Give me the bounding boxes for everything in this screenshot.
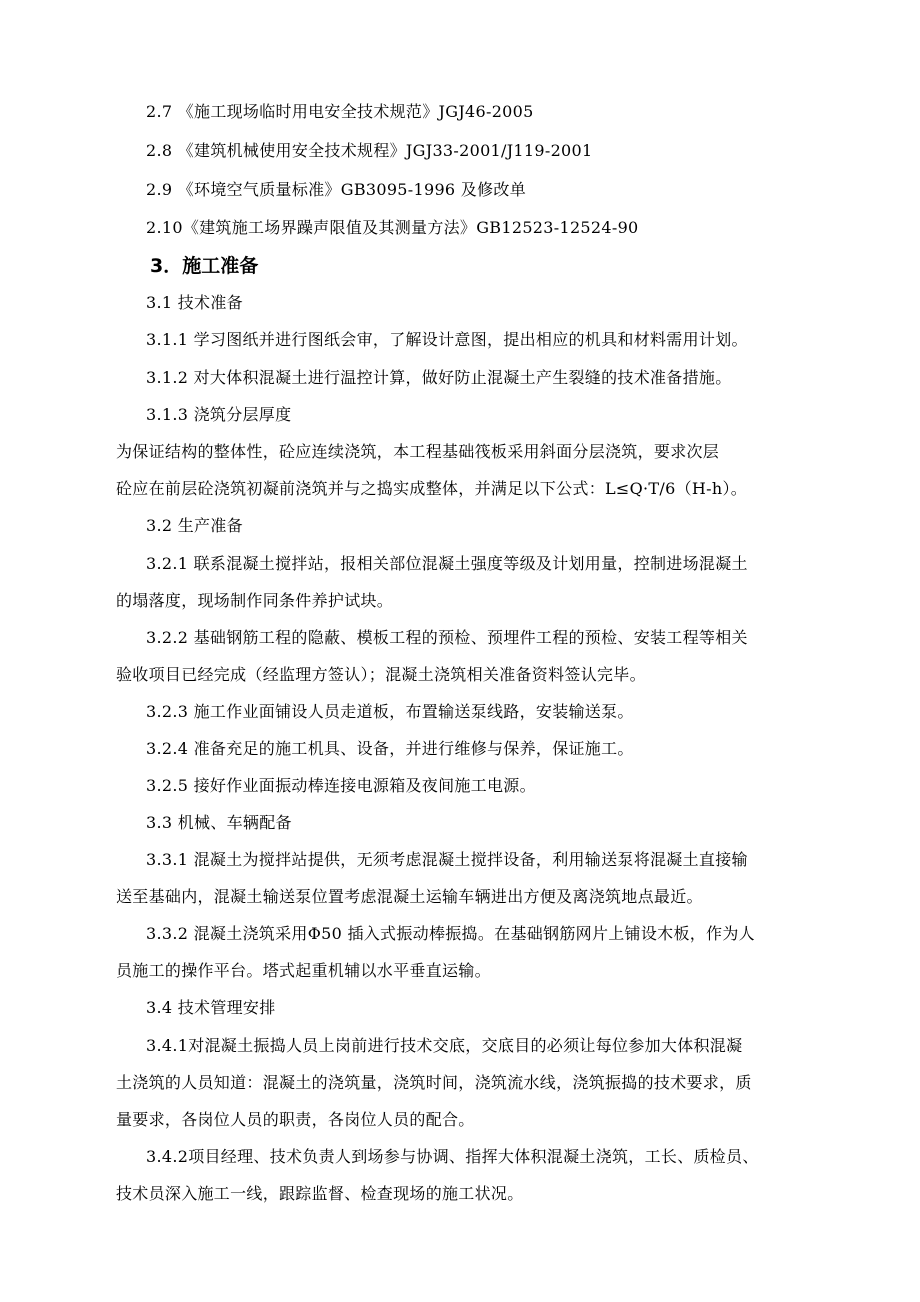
- subsection-title: 3.3 机械、车辆配备: [146, 813, 292, 832]
- paragraph-line: 3.2.2 基础钢筋工程的隐蔽、模板工程的预检、预埋件工程的预检、安装工程等相关: [146, 628, 748, 647]
- reference-item: 2.9 《环境空气质量标准》GB3095-1996 及修改单: [146, 180, 527, 199]
- subsection-title: 3.2 生产准备: [146, 516, 243, 535]
- subsection-title: 3.1 技术准备: [146, 293, 243, 312]
- subsection-title: 3.4 技术管理安排: [146, 998, 276, 1017]
- reference-item: 2.7 《施工现场临时用电安全技术规范》JGJ46-2005: [146, 102, 534, 121]
- paragraph-line: 量要求，各岗位人员的职责，各岗位人员的配合。: [116, 1110, 475, 1129]
- paragraph-title: 3.1.3 浇筑分层厚度: [146, 405, 292, 424]
- paragraph-line: 3.1.1 学习图纸并进行图纸会审，了解设计意图，提出相应的机具和材料需用计划。: [146, 330, 748, 349]
- paragraph-line: 3.3.1 混凝土为搅拌站提供，无须考虑混凝土搅拌设备，利用输送泵将混凝土直接输: [146, 850, 748, 869]
- paragraph-line: 3.3.2 混凝土浇筑采用Φ50 插入式振动棒振捣。在基础钢筋网片上铺设木板，作为人: [146, 924, 755, 943]
- paragraph-line: 送至基础内，混凝土输送泵位置考虑混凝土运输车辆进出方便及离浇筑地点最近。: [116, 887, 703, 906]
- paragraph-line: 员施工的操作平台。塔式起重机辅以水平垂直运输。: [116, 961, 491, 980]
- paragraph-line: 的塌落度，现场制作同条件养护试块。: [116, 591, 394, 610]
- section-heading: 3．施工准备: [150, 255, 259, 277]
- paragraph-line: 土浇筑的人员知道：混凝土的浇筑量，浇筑时间，浇筑流水线，浇筑振捣的技术要求，质: [116, 1073, 752, 1092]
- paragraph-line: 3.1.2 对大体积混凝土进行温控计算，做好防止混凝土产生裂缝的技术准备措施。: [146, 368, 732, 387]
- paragraph-line: 3.2.5 接好作业面振动棒连接电源箱及夜间施工电源。: [146, 776, 536, 795]
- paragraph-line: 3.2.3 施工作业面铺设人员走道板，布置输送泵线路，安装输送泵。: [146, 702, 634, 721]
- paragraph-line: 3.4.2项目经理、技术负责人到场参与协调、指挥大体积混凝土浇筑，工长、质检员、: [146, 1147, 759, 1166]
- paragraph-line: 验收项目已经完成（经监理方签认）；混凝土浇筑相关准备资料签认完毕。: [116, 665, 646, 684]
- paragraph-line: 砼应在前层砼浇筑初凝前浇筑并与之捣实成整体，并满足以下公式：L≤Q·T/6（H-h）。: [116, 479, 748, 498]
- paragraph-line: 技术员深入施工一线，跟踪监督、检查现场的施工状况。: [116, 1184, 524, 1203]
- reference-item: 2.10《建筑施工场界躁声限值及其测量方法》GB12523-12524-90: [146, 218, 639, 237]
- paragraph-line: 3.2.1 联系混凝土搅拌站，报相关部位混凝土强度等级及计划用量，控制进场混凝土: [146, 554, 748, 573]
- reference-item: 2.8 《建筑机械使用安全技术规程》JGJ33-2001/J119-2001: [146, 141, 593, 160]
- paragraph-line: 3.4.1对混凝土振捣人员上岗前进行技术交底，交底目的必须让每位参加大体积混凝: [146, 1036, 743, 1055]
- paragraph-line: 3.2.4 准备充足的施工机具、设备，并进行维修与保养，保证施工。: [146, 739, 634, 758]
- paragraph-line: 为保证结构的整体性，砼应连续浇筑，本工程基础筏板采用斜面分层浇筑，要求次层: [116, 442, 720, 461]
